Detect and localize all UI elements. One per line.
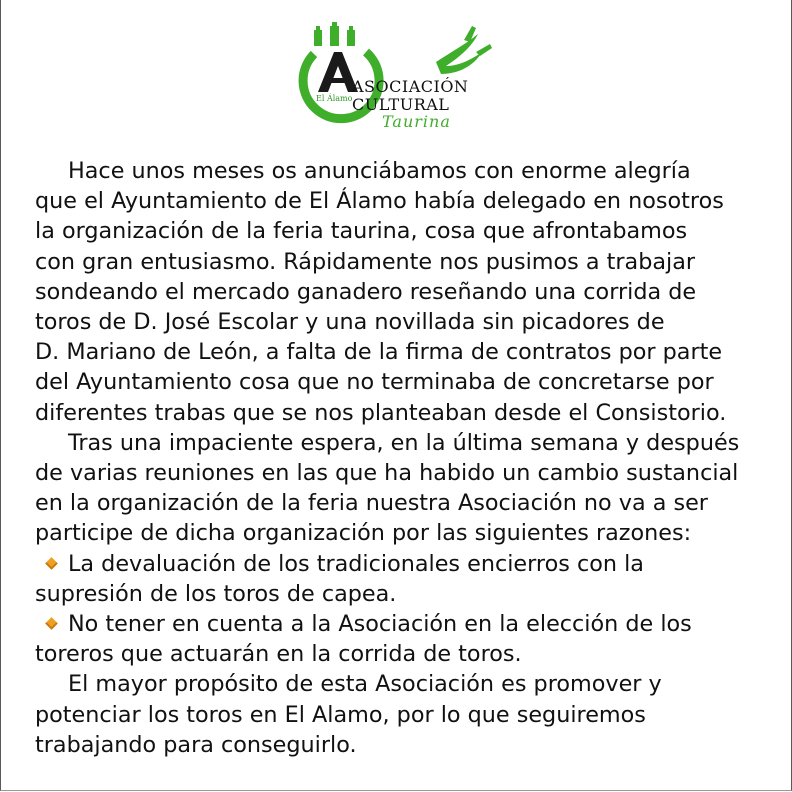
bullet-item-2-line-1: No tener en cuenta a la Asociación en la elección de los — [35, 609, 785, 639]
paragraph-1-line-4: con gran entusiasmo. Rápidamente nos pusimos a trabajar — [35, 248, 696, 275]
logo-line-asociacion: ASOCIACIÓN — [352, 77, 469, 96]
paragraph-3-line-2: potenciar los toros en El Alamo, por lo que seguiremos — [35, 701, 646, 728]
orange-diamond-bullet-icon — [45, 617, 58, 630]
paragraph-1-line-8: del Ayuntamiento cosa que no terminaba de concretarse por — [35, 369, 714, 396]
announcement-body — [35, 156, 785, 760]
paragraph-1-line-2: que el Ayuntamiento de El Álamo había delegado en nosotros — [35, 188, 724, 215]
bullet-item-1-line-1: La devaluación de los tradicionales encierros con la — [35, 549, 785, 579]
paragraph-1-line-3: la organización de la feria taurina, cosa que afrontabamos — [35, 218, 688, 245]
association-logo — [286, 22, 496, 134]
paragraph-3-line-3: trabajando para conseguirlo. — [35, 731, 357, 758]
bullet-item-1-line-2: supresión de los toros de capea. — [35, 580, 397, 607]
paragraph-3-line-1: El mayor propósito de esta Asociación es promover y — [68, 671, 662, 698]
paragraph-1-line-9: diferentes trabas que se nos planteaban desde el Consistorio. — [35, 399, 727, 426]
paragraph-2-line-1: Tras una impaciente espera, en la última semana y después — [68, 429, 740, 456]
logo-line-cultural: CULTURAL — [352, 95, 450, 114]
paragraph-1-line-1: Hace unos meses os anunciábamos con enorme alegría — [68, 158, 691, 184]
logo-line-taurina: Taurina — [382, 112, 451, 131]
paragraph-1-line-7: D. Mariano de León, a falta de la firma de contratos por parte — [35, 339, 723, 366]
logo-circle-text: El Álamo — [316, 94, 353, 103]
paragraph-2-line-2: de varias reuniones en las que ha habido un cambio sustancial — [35, 460, 739, 487]
castle-towers-icon — [314, 22, 355, 46]
paragraph-2-line-3: en la organización de la feria nuestra Asociación no va a ser — [35, 490, 708, 517]
orange-diamond-bullet-icon — [45, 557, 58, 570]
leaping-figure-icon — [436, 34, 482, 74]
paragraph-1-line-6: toros de D. José Escolar y una novillada sin picadores de — [35, 309, 665, 336]
bullet-item-2-line-2: toreros que actuarán en la corrida de toros. — [35, 641, 522, 668]
paragraph-2-line-4: participe de dicha organización por las siguientes razones: — [35, 520, 692, 547]
paragraph-1-line-5: sondeando el mercado ganadero reseñando una corrida de — [35, 278, 697, 305]
